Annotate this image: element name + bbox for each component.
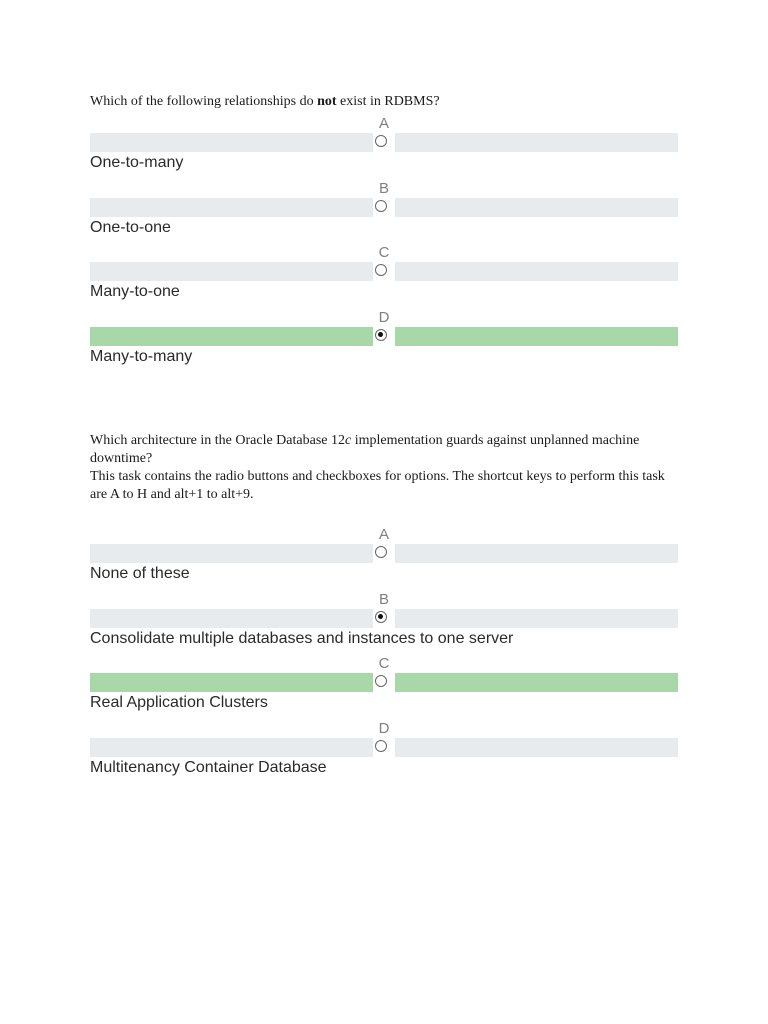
option-label: One-to-many — [90, 154, 184, 171]
option-label: Real Application Clusters — [90, 694, 268, 711]
option-b[interactable] — [90, 180, 678, 245]
option-bar — [395, 327, 678, 346]
question-instruction: This task contains the radio buttons and checkboxes for options. The shortcut keys to perform this task are A to H and alt+1 to alt+9. — [90, 469, 665, 502]
option-bar — [395, 133, 678, 152]
radio-button[interactable] — [375, 200, 387, 212]
option-bar — [90, 198, 373, 217]
radio-button-selected[interactable] — [375, 611, 387, 623]
option-bar — [395, 544, 678, 563]
option-c[interactable] — [90, 244, 678, 309]
option-bar — [395, 609, 678, 628]
option-d[interactable] — [90, 720, 678, 785]
question-text-part: Which architecture in the Oracle Database 12 — [90, 433, 345, 448]
radio-button[interactable] — [375, 264, 387, 276]
option-a[interactable] — [90, 526, 678, 591]
option-bar — [90, 673, 373, 692]
option-b[interactable] — [90, 591, 678, 656]
option-bar — [90, 738, 373, 757]
option-label: None of these — [90, 565, 190, 582]
option-letter: B — [378, 179, 389, 197]
option-bar — [395, 262, 678, 281]
option-letter: B — [378, 590, 389, 608]
option-bar — [90, 262, 373, 281]
question-text-italic: c — [344, 433, 352, 448]
option-c[interactable] — [90, 655, 678, 720]
option-bar — [90, 609, 373, 628]
question-text-part: exist in RDBMS? — [336, 94, 440, 109]
radio-button[interactable] — [375, 546, 387, 558]
option-letter: A — [378, 115, 389, 132]
question-text-part: implementation guards against unplanned machine downtime? — [90, 433, 640, 466]
option-d[interactable] — [90, 309, 678, 374]
question-text — [90, 93, 678, 111]
question-text-emphasis: not — [317, 94, 337, 109]
option-label: Many-to-one — [90, 283, 180, 300]
option-a[interactable] — [90, 115, 678, 180]
option-label: Multitenancy Container Database — [90, 758, 327, 776]
option-letter: C — [378, 655, 390, 672]
radio-button[interactable] — [375, 675, 387, 687]
option-letter: D — [378, 308, 390, 326]
option-letter: A — [378, 526, 389, 543]
option-bar — [90, 327, 373, 346]
option-label: One-to-one — [90, 218, 171, 236]
question-1 — [90, 93, 678, 373]
option-label: Consolidate multiple databases and instances to one server — [90, 629, 514, 647]
option-bar — [90, 133, 373, 152]
option-bar — [395, 673, 678, 692]
question-text — [90, 432, 678, 468]
radio-button[interactable] — [375, 740, 387, 752]
option-label: Many-to-many — [90, 347, 193, 365]
question-2 — [90, 432, 678, 784]
radio-button[interactable] — [375, 135, 387, 147]
option-bar — [90, 544, 373, 563]
option-bar — [395, 738, 678, 757]
question-text-part: Which of the following relationships do — [90, 94, 318, 109]
option-bar — [395, 198, 678, 217]
option-letter: C — [378, 244, 390, 261]
radio-button-selected[interactable] — [375, 329, 387, 341]
option-letter: D — [378, 719, 390, 737]
